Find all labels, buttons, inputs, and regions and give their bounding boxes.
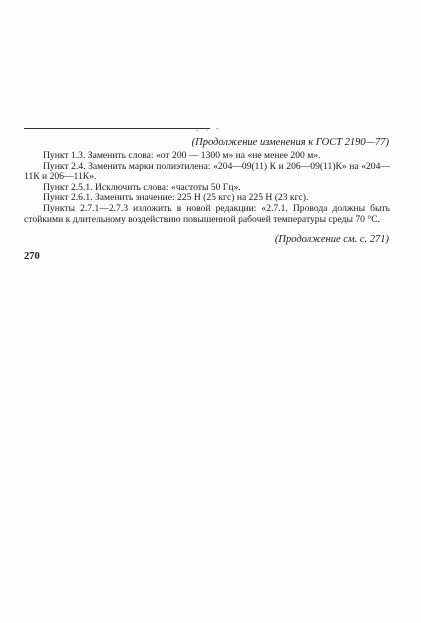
separator-rule: [24, 128, 210, 129]
separator-dots: . . -: [196, 124, 222, 133]
continuation-header: (Продолжение изменения к ГОСТ 2190—77): [191, 137, 389, 148]
paragraph-5: Пункты 2.7.1—2.7.3 изложить в новой редакции: «2.7.1. Провода должны быть стойкими к длительному воздействию повышенной рабочей температуры среды 70 °С.: [24, 202, 390, 225]
page-number: 270: [24, 251, 40, 262]
paragraph-2: Пункт 2.4. Заменить марки полиэтилена: «204—09(11) К и 206—09(11)К» на «204—11К и 206—11К».: [24, 160, 390, 183]
paragraph-4: Пункт 2.6.1. Заменить значение: 225 Н (25 кгс) на 225 Н (23 кгс).: [43, 192, 309, 204]
continuation-note: (Продолжение см. с. 271): [274, 234, 389, 245]
paragraph-1: Пункт 1.3. Заменить слова: «от 200 — 1300 м» на «не менее 200 м».: [43, 150, 321, 161]
amendment-text: [24, 151, 390, 225]
paragraph-3: Пункт 2.5.1. Исключить слова: «частоты 50 Гц».: [43, 181, 241, 193]
